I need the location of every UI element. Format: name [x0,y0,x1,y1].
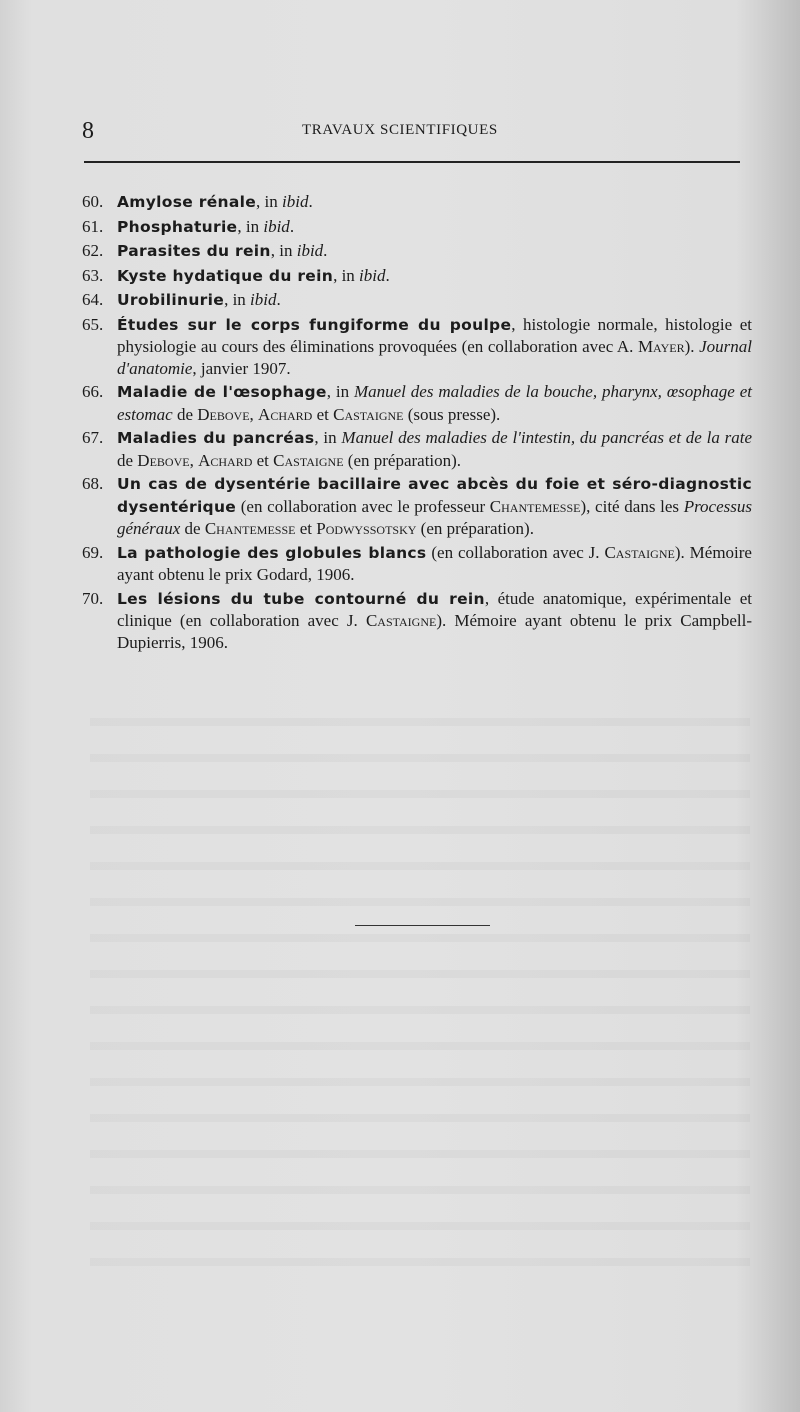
entry-text: et [312,404,334,424]
entry-title: Urobilinurie [117,291,225,309]
author-name: Achard [258,404,313,424]
entry-text: et [252,450,274,470]
entry-text: (en préparation). [416,519,534,538]
entry-text: , in [256,192,283,211]
book-title: Processus généraux [117,496,752,538]
entry-text: ), cité dans les [580,496,684,516]
entry-text: . [385,265,390,285]
entry-text: de [117,450,138,470]
list-item [82,216,752,239]
author-name: Castaigne [365,611,437,630]
entry-text: (en collaboration avec J. [426,542,605,562]
entry-title: Parasites du rein [117,242,271,260]
entry-number: 65. [82,314,104,334]
entry-number: 61. [82,216,104,236]
author-name: Castaigne [273,450,344,470]
entry-number: 66. [82,382,104,401]
end-rule [355,925,490,926]
entry-title: Les lésions du tube contourné du rein [117,589,485,608]
entry-text: , [249,404,259,424]
entry-text: , [189,450,199,470]
entry-number: 62. [82,241,104,260]
entry-text: et [295,519,317,538]
list-item [82,191,752,214]
entry-text: . [289,216,295,236]
entry-italic: ibid [282,192,309,211]
list-item [82,240,752,263]
entry-title: Kyste hydatique du rein [117,266,334,285]
entry-title: Maladie de l'œsophage [117,383,327,401]
entry-text: de [172,404,198,424]
header-rule [84,161,740,163]
list-item [82,314,752,380]
entry-text: . [276,290,281,309]
entry-number: 64. [82,290,104,309]
list-item [82,265,752,288]
entry-text: , in [314,428,342,447]
entry-text: , in [333,265,360,285]
running-head: TRAVAUX SCIENTIFIQUES [302,122,498,138]
list-item [82,588,752,654]
entry-text: (en collaboration avec le professeur [236,496,490,516]
author-name: Castaigne [604,542,675,562]
page-number: 8 [82,118,94,144]
book-title: Manuel des maladies de l'intestin, du pancréas et de la rate [341,428,752,447]
author-name: Chantemesse [489,496,581,516]
entry-title: Amylose rénale [117,193,257,211]
author-name: Achard [198,450,253,470]
entry-number: 67. [82,428,104,447]
author-name: Debove [137,450,190,470]
entry-italic: ibid [250,290,277,309]
entry-text: de [180,519,205,538]
entry-title: Phosphaturie [117,217,238,236]
entry-text: , in [237,216,264,236]
entry-text: ). Mémoire ayant obtenu le prix Godard, 1906. [117,542,752,584]
list-item [82,427,752,471]
entry-text: , in [224,290,251,309]
author-name: Chantemesse [204,519,296,538]
entry-number: 68. [82,474,104,493]
author-name: Debove [197,404,250,424]
entry-number: 70. [82,588,104,608]
entry-title: La pathologie des globules blancs [117,543,427,562]
list-item [82,381,752,425]
entry-number: 60. [82,192,104,211]
list-item [82,473,752,540]
entry-title: Études sur le corps fungiforme du poulpe [117,315,512,334]
entry-text: (sous presse). [403,404,501,424]
entry-text: , étude anatomique, expérimentale et clinique (en collaboration avec J. [117,588,752,630]
entry-text: ). [684,337,700,356]
entry-text: (en préparation). [343,450,462,470]
author-name: Castaigne [333,404,404,424]
author-name: Podwyssotsky [316,519,417,538]
entry-text: . [308,192,313,211]
entry-italic: ibid [263,216,290,236]
entry-text: , janvier 1907. [192,358,291,378]
entry-text: , in [326,382,354,401]
entry-italic: ibid [296,241,324,260]
bleed-through-texture [90,690,750,1290]
entry-text: , histologie normale, histologie et physiologie au cours des éliminations provoquées (en collaboration avec A. [117,314,752,356]
entry-title: Un cas de dysentérie bacillaire avec abcès du foie et séro-diagnostic dysentérique [117,475,752,516]
entry-number: 69. [82,542,104,562]
journal-name: Journal d'anatomie [117,337,752,378]
book-title: Manuel des maladies de la bouche, pharynx, œsophage et estomac [117,382,752,424]
author-name: Mayer [637,337,685,356]
entry-number: 63. [82,265,104,285]
list-item [82,542,752,586]
publication-list [82,191,752,655]
entry-text: , in [270,241,297,260]
entry-text: . [323,241,328,260]
entry-text: ). Mémoire ayant obtenu le prix Campbell-Dupierris, 1906. [117,611,752,652]
entry-italic: ibid [359,265,386,285]
entry-title: Maladies du pancréas [117,429,315,447]
list-item [82,289,752,312]
